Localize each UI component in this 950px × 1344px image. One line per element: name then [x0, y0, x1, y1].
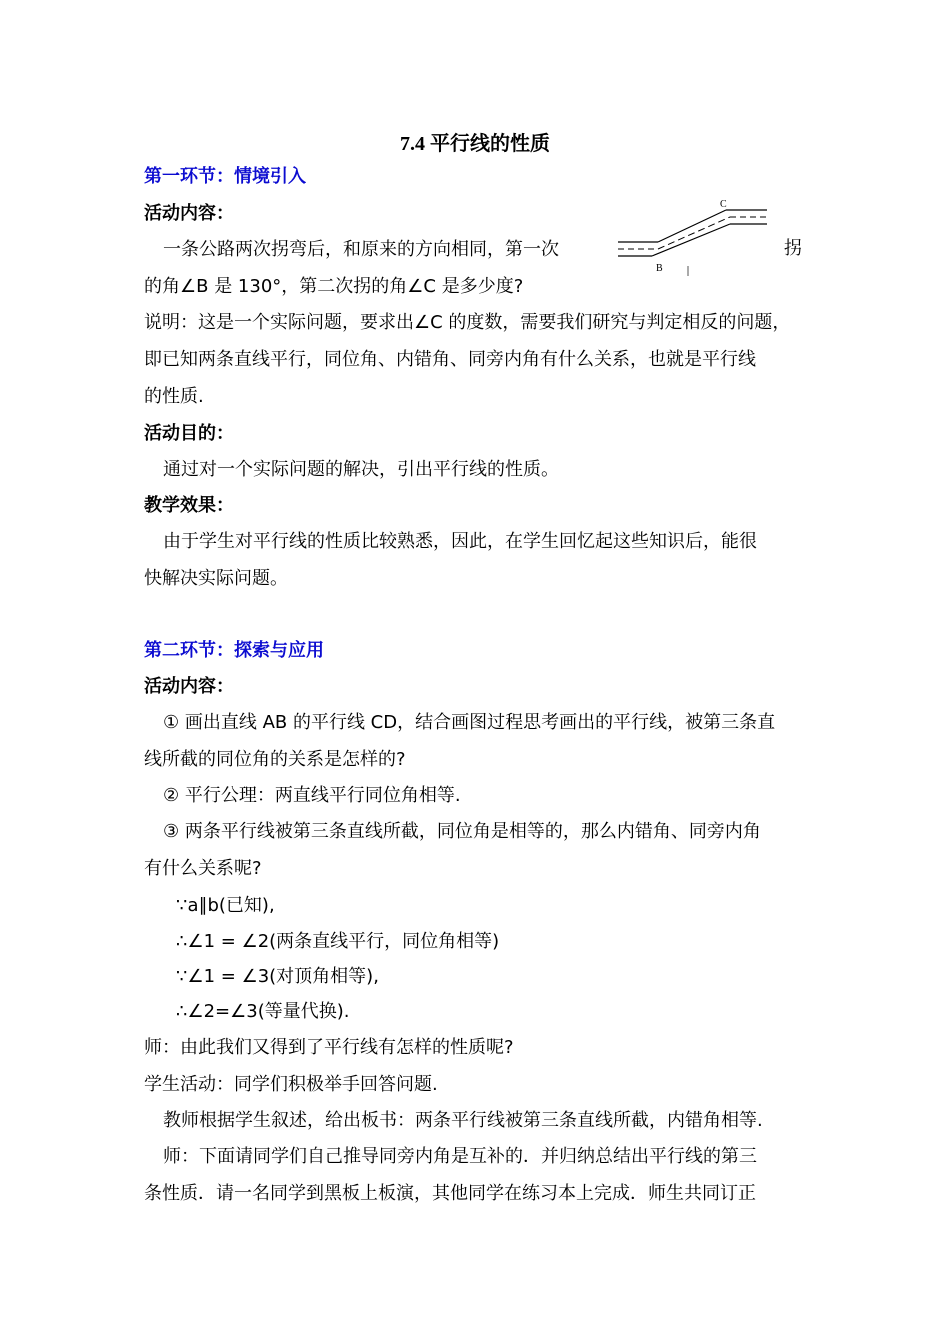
problem-text-suffix: 拐	[784, 238, 802, 259]
goal-label: 活动目的：	[144, 423, 234, 444]
problem-text-line2: 的角∠B 是 130°，第二次拐的角∠C 是多少度?	[144, 276, 524, 297]
page-title: 7.4 平行线的性质	[400, 133, 550, 155]
section1-heading: 第一环节：情境引入	[144, 166, 306, 187]
teacher-line1: 师：下面请同学们自己推导同旁内角是互补的．并归纳总结出平行线的第三	[163, 1146, 757, 1167]
effect-label: 教学效果：	[144, 495, 234, 516]
item1-line1: ① 画出直线 AB 的平行线 CD，结合画图过程思考画出的平行线，被第三条直	[163, 712, 776, 733]
item2: ② 平行公理：两直线平行同位角相等.	[163, 785, 461, 806]
board-note: 教师根据学生叙述，给出板书：两条平行线被第三条直线所截，内错角相等.	[163, 1110, 763, 1131]
proof-step-3: ∵∠1 = ∠3(对顶角相等),	[176, 966, 379, 987]
proof-step-1: ∵a∥b(已知),	[176, 895, 275, 916]
teacher-question: 师：由此我们又得到了平行线有怎样的性质呢?	[144, 1037, 514, 1058]
label-c: C	[720, 199, 727, 210]
road-diagram	[612, 196, 772, 278]
item1-line2: 线所截的同位角的关系是怎样的?	[144, 749, 406, 770]
section1-content-label: 活动内容：	[144, 203, 234, 224]
proof-step-4: ∴∠2=∠3(等量代换).	[176, 1001, 350, 1022]
item3-line2: 有什么关系呢?	[144, 858, 262, 879]
explain-line1: 说明：这是一个实际问题，要求出∠C 的度数，需要我们研究与判定相反的问题，	[144, 312, 791, 333]
proof-step-2: ∴∠1 = ∠2(两条直线平行，同位角相等)	[176, 931, 500, 952]
problem-text-line1: 一条公路两次拐弯后，和原来的方向相同，第一次	[163, 239, 559, 260]
effect-line2: 快解决实际问题。	[144, 568, 288, 589]
item3-line1: ③ 两条平行线被第三条直线所截，同位角是相等的，那么内错角、同旁内角	[163, 821, 761, 842]
student-activity: 学生活动：同学们积极举手回答问题.	[144, 1074, 438, 1095]
effect-line1: 由于学生对平行线的性质比较熟悉，因此，在学生回忆起这些知识后，能很	[163, 531, 757, 552]
explain-line3: 的性质.	[144, 386, 204, 407]
label-b: B	[656, 263, 663, 274]
teacher-line2: 条性质．请一名同学到黑板上板演，其他同学在练习本上完成．师生共同订正	[144, 1183, 756, 1204]
section2-content-label: 活动内容：	[144, 676, 234, 697]
goal-text: 通过对一个实际问题的解决，引出平行线的性质。	[163, 459, 559, 480]
section2-heading: 第二环节：探索与应用	[144, 640, 324, 661]
explain-line2: 即已知两条直线平行，同位角、内错角、同旁内角有什么关系，也就是平行线	[144, 349, 756, 370]
